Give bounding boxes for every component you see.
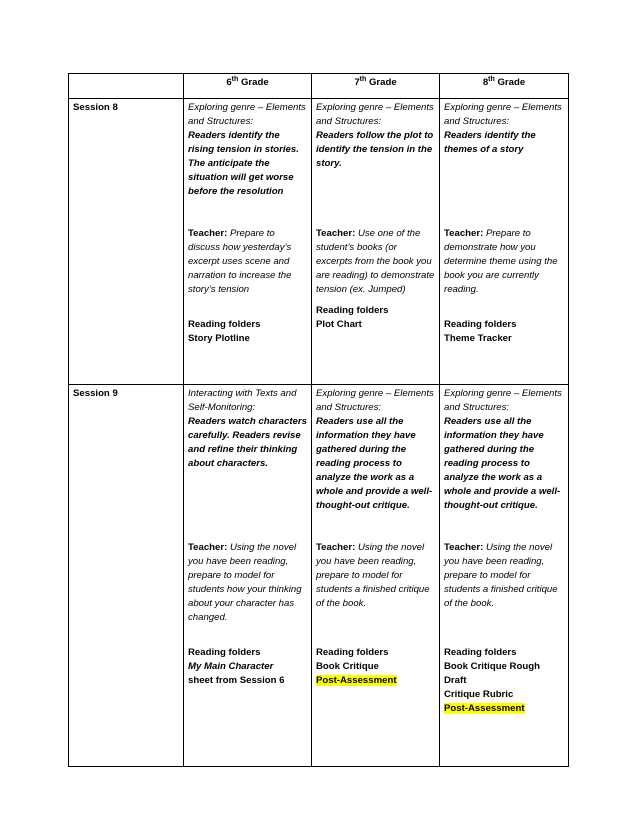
session-8-grade-7-cell [312, 99, 440, 385]
session-8-label: Session 8 [69, 99, 184, 385]
header-grade-8: 8th Grade [440, 74, 569, 99]
topic: Exploring genre – Elements and Structures: [188, 102, 306, 127]
materials-line: Book Critique [316, 661, 379, 672]
materials-line: My Main Character [188, 661, 274, 672]
topic: Exploring genre – Elements and Structures: [316, 102, 434, 127]
materials-line-highlighted: Post-Assessment [444, 703, 525, 714]
session-9-grade-7-cell [312, 385, 440, 767]
session-9-grade-6-cell [184, 385, 312, 767]
materials-line-highlighted: Post-Assessment [316, 675, 397, 686]
teacher-note: Teacher: Using the novel you have been reading, prepare to model for students a finished critique of the book. [316, 542, 430, 609]
session-8-grade-6-cell [184, 99, 312, 385]
topic: Exploring genre – Elements and Structures: [444, 102, 562, 127]
materials-line: Reading folders [316, 305, 389, 316]
learning-goal: Readers watch characters carefully. Readers revise and refine their thinking about characters. [188, 416, 307, 469]
topic: Interacting with Texts and Self-Monitoring: [188, 388, 297, 413]
learning-goal: Readers identify the themes of a story [444, 130, 536, 155]
session-9-grade-8-cell [440, 385, 569, 767]
teacher-note: Teacher: Using the novel you have been reading, prepare to model for students a finished critique of the book. [444, 542, 558, 609]
learning-goal: Readers use all the information they have gathered during the reading process to analyze the work as a whole and provide a well-thought-out critique. [444, 416, 561, 511]
session-8-grade-8-cell [440, 99, 569, 385]
topic: Exploring genre – Elements and Structures: [316, 388, 434, 413]
session-9-row [69, 385, 569, 767]
topic: Exploring genre – Elements and Structures: [444, 388, 562, 413]
materials-line: Reading folders [188, 647, 261, 658]
materials-line: Reading folders [188, 319, 261, 330]
header-grade-7: 7th Grade [312, 74, 440, 99]
learning-goal: Readers identify the rising tension in stories. The anticipate the situation will get worse before the resolution [188, 130, 299, 197]
materials-line: Plot Chart [316, 319, 362, 330]
teacher-note: Teacher: Use one of the student’s books (or excerpts from the book you are reading) to demonstrate tension (ex. Jumped) [316, 228, 435, 295]
materials-line: Critique Rubric [444, 689, 514, 700]
header-row [69, 74, 569, 99]
learning-goal: Readers use all the information they have gathered during the reading process to analyze the work as a whole and provide a well-thought-out critique. [316, 416, 433, 511]
curriculum-table [68, 73, 569, 767]
teacher-note: Teacher: Using the novel you have been reading, prepare to model for students how your thinking about your character has changed. [188, 542, 302, 623]
teacher-note: Teacher: Prepare to demonstrate how you determine theme using the book you are currently reading. [444, 228, 558, 295]
materials-line: Book Critique Rough Draft [444, 661, 540, 686]
header-grade-6: 6th Grade [184, 74, 312, 99]
teacher-note: Teacher: Prepare to discuss how yesterday’s excerpt uses scene and narration to increase the story’s tension [188, 228, 292, 295]
materials-line: Theme Tracker [444, 333, 512, 344]
materials-line: sheet from Session 6 [188, 675, 285, 686]
materials-line: Story Plotline [188, 333, 250, 344]
materials-line: Reading folders [316, 647, 389, 658]
learning-goal: Readers follow the plot to identify the tension in the story. [316, 130, 434, 169]
session-9-label: Session 9 [69, 385, 184, 767]
session-8-row [69, 99, 569, 385]
materials-line: Reading folders [444, 647, 517, 658]
materials-line: Reading folders [444, 319, 517, 330]
header-empty-cell [69, 74, 184, 99]
